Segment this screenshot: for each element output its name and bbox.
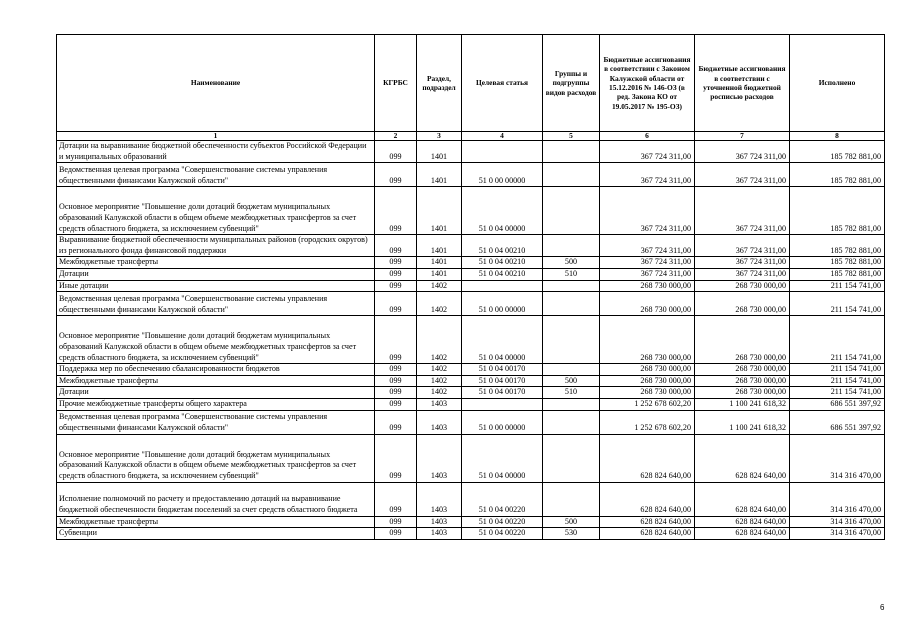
row-law: 367 724 311,00	[600, 235, 695, 257]
row-target: 51 0 04 00210	[462, 268, 543, 280]
row-kgrbs: 099	[375, 316, 417, 364]
row-group: 500	[543, 375, 600, 387]
row-law: 268 730 000,00	[600, 387, 695, 399]
row-kgrbs: 099	[375, 257, 417, 269]
row-target: 51 0 04 00170	[462, 375, 543, 387]
row-executed: 211 154 741,00	[790, 387, 885, 399]
row-group	[543, 434, 600, 482]
table-row	[57, 257, 885, 269]
row-refined: 367 724 311,00	[695, 268, 790, 280]
row-group	[543, 141, 600, 163]
row-refined: 268 730 000,00	[695, 387, 790, 399]
row-executed: 314 316 470,00	[790, 434, 885, 482]
table-row	[57, 364, 885, 376]
budget-table	[56, 34, 885, 540]
row-name: Поддержка мер по обеспечению сбалансированности бюджетов	[57, 364, 375, 376]
row-group	[543, 410, 600, 434]
column-number: 1	[57, 132, 375, 141]
row-refined: 268 730 000,00	[695, 364, 790, 376]
row-executed: 211 154 741,00	[790, 280, 885, 292]
row-group	[543, 292, 600, 316]
row-law: 1 252 678 602,20	[600, 410, 695, 434]
header-law: Бюджетные ассигнования в соответствии с Законом Калужской области от 15.12.2016 № 146-ОЗ (в ред. Закона КО от 19.05.2017 № 195-ОЗ)	[600, 35, 695, 132]
row-executed: 185 782 881,00	[790, 235, 885, 257]
row-law: 268 730 000,00	[600, 364, 695, 376]
table-row	[57, 292, 885, 316]
row-refined: 268 730 000,00	[695, 375, 790, 387]
row-law: 268 730 000,00	[600, 280, 695, 292]
row-group: 500	[543, 257, 600, 269]
row-kgrbs: 099	[375, 434, 417, 482]
row-name: Ведомственная целевая программа "Совершенствование системы управления общественными финансами Калужской области"	[57, 292, 375, 316]
row-group	[543, 398, 600, 410]
header-kgrbs: КГРБС	[375, 35, 417, 132]
row-kgrbs: 099	[375, 280, 417, 292]
row-refined: 268 730 000,00	[695, 316, 790, 364]
row-kgrbs: 099	[375, 375, 417, 387]
row-executed: 185 782 881,00	[790, 141, 885, 163]
row-target	[462, 141, 543, 163]
row-name: Межбюджетные трансферты	[57, 375, 375, 387]
row-target: 51 0 04 00220	[462, 516, 543, 528]
table-row	[57, 387, 885, 399]
row-executed: 211 154 741,00	[790, 316, 885, 364]
row-kgrbs: 099	[375, 163, 417, 187]
row-kgrbs: 099	[375, 410, 417, 434]
row-refined: 628 824 640,00	[695, 516, 790, 528]
table-row	[57, 528, 885, 540]
row-target: 51 0 04 00170	[462, 387, 543, 399]
row-law: 628 824 640,00	[600, 434, 695, 482]
row-section: 1403	[417, 434, 462, 482]
row-kgrbs: 099	[375, 398, 417, 410]
row-section: 1403	[417, 398, 462, 410]
row-section: 1403	[417, 528, 462, 540]
column-number: 4	[462, 132, 543, 141]
row-target: 51 0 04 00210	[462, 257, 543, 269]
row-name: Дотации	[57, 387, 375, 399]
row-target: 51 0 04 00000	[462, 316, 543, 364]
row-refined: 268 730 000,00	[695, 292, 790, 316]
row-target: 51 0 04 00000	[462, 187, 543, 235]
row-executed: 314 316 470,00	[790, 516, 885, 528]
column-number: 7	[695, 132, 790, 141]
table-row	[57, 375, 885, 387]
column-number: 5	[543, 132, 600, 141]
row-section: 1401	[417, 187, 462, 235]
row-section: 1403	[417, 482, 462, 516]
header-refined: Бюджетные ассигнования в соответствии с уточненной бюджетной росписью расходов	[695, 35, 790, 132]
table-row	[57, 235, 885, 257]
row-refined: 628 824 640,00	[695, 528, 790, 540]
row-name: Ведомственная целевая программа "Совершенствование системы управления общественными финансами Калужской области"	[57, 410, 375, 434]
row-group	[543, 163, 600, 187]
row-target: 51 0 04 00210	[462, 235, 543, 257]
row-group	[543, 187, 600, 235]
column-number: 3	[417, 132, 462, 141]
row-group: 510	[543, 387, 600, 399]
column-number: 2	[375, 132, 417, 141]
column-number: 8	[790, 132, 885, 141]
row-law: 367 724 311,00	[600, 257, 695, 269]
column-number-row	[57, 132, 885, 141]
row-section: 1403	[417, 410, 462, 434]
page-number: 6	[880, 603, 885, 612]
row-name: Субвенции	[57, 528, 375, 540]
row-group	[543, 235, 600, 257]
row-executed: 686 551 397,92	[790, 410, 885, 434]
row-kgrbs: 099	[375, 516, 417, 528]
row-name: Ведомственная целевая программа "Совершенствование системы управления общественными финансами Калужской области"	[57, 163, 375, 187]
row-section: 1402	[417, 280, 462, 292]
row-section: 1401	[417, 141, 462, 163]
table-row	[57, 410, 885, 434]
row-executed: 185 782 881,00	[790, 257, 885, 269]
row-law: 628 824 640,00	[600, 528, 695, 540]
row-section: 1401	[417, 268, 462, 280]
row-group	[543, 280, 600, 292]
row-refined: 628 824 640,00	[695, 434, 790, 482]
row-section: 1402	[417, 316, 462, 364]
row-section: 1401	[417, 163, 462, 187]
row-kgrbs: 099	[375, 141, 417, 163]
row-kgrbs: 099	[375, 187, 417, 235]
row-refined: 367 724 311,00	[695, 257, 790, 269]
row-law: 367 724 311,00	[600, 268, 695, 280]
row-executed: 185 782 881,00	[790, 163, 885, 187]
row-kgrbs: 099	[375, 387, 417, 399]
row-group: 510	[543, 268, 600, 280]
row-group: 500	[543, 516, 600, 528]
row-name: Основное мероприятие "Повышение доли дотаций бюджетам муниципальных образований Калужской области в общем объеме межбюджетных трансфертов за счет средств областного бюджета, за исключением субвенций"	[57, 187, 375, 235]
row-name: Иные дотации	[57, 280, 375, 292]
header-target: Целевая статья	[462, 35, 543, 132]
header-section: Раздел, подраздел	[417, 35, 462, 132]
row-executed: 211 154 741,00	[790, 375, 885, 387]
row-target: 51 0 04 00220	[462, 482, 543, 516]
table-row	[57, 316, 885, 364]
row-kgrbs: 099	[375, 268, 417, 280]
row-law: 628 824 640,00	[600, 516, 695, 528]
table-row	[57, 280, 885, 292]
row-name: Межбюджетные трансферты	[57, 257, 375, 269]
row-name: Основное мероприятие "Повышение доли дотаций бюджетам муниципальных образований Калужской области в общем объеме межбюджетных трансфертов за счет средств областного бюджета, за исключением субвенций"	[57, 316, 375, 364]
row-refined: 1 100 241 618,32	[695, 398, 790, 410]
row-law: 1 252 678 602,20	[600, 398, 695, 410]
row-kgrbs: 099	[375, 235, 417, 257]
row-target: 51 0 00 00000	[462, 292, 543, 316]
column-number: 6	[600, 132, 695, 141]
table-row	[57, 141, 885, 163]
table-row	[57, 398, 885, 410]
row-name: Исполнение полномочий по расчету и предоставлению дотаций на выравнивание бюджетной обеспеченности бюджетам поселений за счет средств областного бюджета	[57, 482, 375, 516]
table-row	[57, 434, 885, 482]
row-executed: 686 551 397,92	[790, 398, 885, 410]
row-kgrbs: 099	[375, 528, 417, 540]
row-kgrbs: 099	[375, 364, 417, 376]
row-refined: 367 724 311,00	[695, 187, 790, 235]
row-target: 51 0 00 00000	[462, 410, 543, 434]
row-refined: 367 724 311,00	[695, 163, 790, 187]
row-section: 1402	[417, 364, 462, 376]
table-row	[57, 482, 885, 516]
row-group	[543, 482, 600, 516]
row-name: Дотации на выравнивание бюджетной обеспеченности субъектов Российской Федерации и муниципальных образований	[57, 141, 375, 163]
row-section: 1401	[417, 235, 462, 257]
row-refined: 367 724 311,00	[695, 235, 790, 257]
row-section: 1402	[417, 375, 462, 387]
row-target: 51 0 04 00000	[462, 434, 543, 482]
row-law: 268 730 000,00	[600, 316, 695, 364]
row-section: 1402	[417, 292, 462, 316]
row-law: 268 730 000,00	[600, 375, 695, 387]
row-law: 268 730 000,00	[600, 292, 695, 316]
row-kgrbs: 099	[375, 292, 417, 316]
row-executed: 211 154 741,00	[790, 292, 885, 316]
row-target	[462, 398, 543, 410]
row-name: Дотации	[57, 268, 375, 280]
table-row	[57, 187, 885, 235]
row-executed: 185 782 881,00	[790, 187, 885, 235]
row-target: 51 0 04 00220	[462, 528, 543, 540]
row-kgrbs: 099	[375, 482, 417, 516]
table-row	[57, 268, 885, 280]
table-row	[57, 163, 885, 187]
table-body	[57, 141, 885, 540]
row-executed: 185 782 881,00	[790, 268, 885, 280]
row-law: 628 824 640,00	[600, 482, 695, 516]
row-executed: 314 316 470,00	[790, 528, 885, 540]
header-row	[57, 35, 885, 132]
row-group	[543, 364, 600, 376]
row-law: 367 724 311,00	[600, 187, 695, 235]
budget-sheet	[56, 34, 884, 540]
row-section: 1403	[417, 516, 462, 528]
row-name: Межбюджетные трансферты	[57, 516, 375, 528]
row-refined: 628 824 640,00	[695, 482, 790, 516]
row-target: 51 0 00 00000	[462, 163, 543, 187]
row-section: 1402	[417, 387, 462, 399]
row-target	[462, 280, 543, 292]
table-row	[57, 516, 885, 528]
row-name: Прочие межбюджетные трансферты общего характера	[57, 398, 375, 410]
row-refined: 367 724 311,00	[695, 141, 790, 163]
row-executed: 314 316 470,00	[790, 482, 885, 516]
header-executed: Исполнено	[790, 35, 885, 132]
row-target: 51 0 04 00170	[462, 364, 543, 376]
row-refined: 268 730 000,00	[695, 280, 790, 292]
row-refined: 1 100 241 618,32	[695, 410, 790, 434]
header-name: Наименование	[57, 35, 375, 132]
row-law: 367 724 311,00	[600, 163, 695, 187]
header-groups: Группы и подгруппы видов расходов	[543, 35, 600, 132]
row-law: 367 724 311,00	[600, 141, 695, 163]
row-group: 530	[543, 528, 600, 540]
row-executed: 211 154 741,00	[790, 364, 885, 376]
row-group	[543, 316, 600, 364]
row-name: Выравнивание бюджетной обеспеченности муниципальных районов (городских округов) из регионального фонда финансовой поддержки	[57, 235, 375, 257]
row-section: 1401	[417, 257, 462, 269]
row-name: Основное мероприятие "Повышение доли дотаций бюджетам муниципальных образований Калужской области в общем объеме межбюджетных трансфертов за счет средств областного бюджета, за исключением субвенций"	[57, 434, 375, 482]
